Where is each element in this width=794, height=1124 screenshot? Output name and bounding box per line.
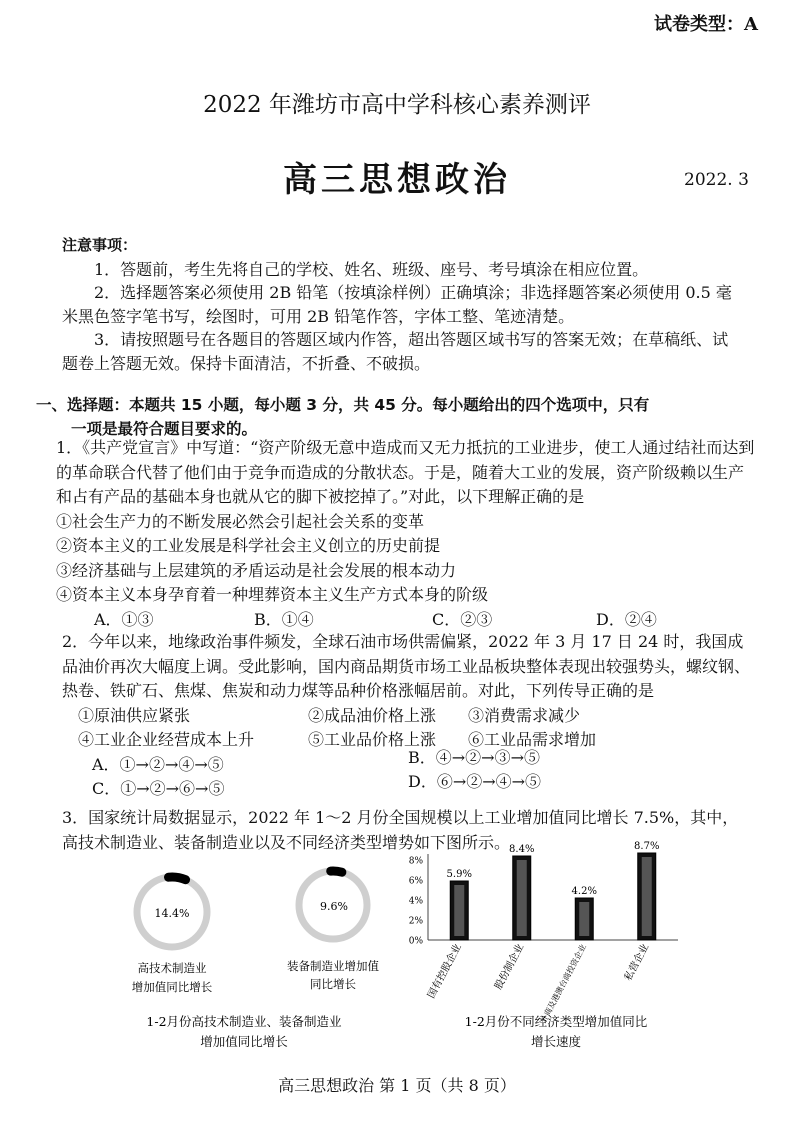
choice-b: B．④→②→③→⑤ [408,747,540,767]
notice-item-3: 3．请按照题号在各题目的答题区域内作答，超出答题区域书写的答案无效；在草稿纸、试题卷上答题无效。保持卡面清洁，不折叠、不破损。 [62,330,729,373]
exam-title: 2022 年潍坊市高中学科核心素养测评 [203,92,591,118]
question-2-item: ②成品油价格上涨 [308,705,437,725]
question-1-statement: ③经济基础与上层建筑的矛盾运动是社会发展的根本动力 [56,560,457,580]
question-2 [62,630,752,802]
donut-arc [331,871,342,872]
question-2-item: ⑤工业品价格上涨 [308,730,437,749]
choice-a: A．①→②→④→⑤ [92,754,224,774]
question-1-choices [94,608,756,632]
donut-caption-line: 同比增长 [310,977,356,991]
bar-value-label: 5.9% [446,869,472,880]
question-2-choices-row [78,772,752,802]
donut-chart-high-tech [137,877,207,947]
choice-d: D．②④ [596,609,657,629]
bar-chart-economic-types [409,841,678,1025]
bar-mark-inner [579,902,589,936]
notice-block [62,234,742,375]
bar-mark [513,856,531,940]
question-1-statement: ④资本主义本身孕育着一种埋葬资本主义生产方式本身的阶级 [56,585,489,604]
donut-caption-line: 高技术制造业 [137,961,207,975]
question-2-stem: 2．今年以来，地缘政治事件频发，全球石油市场供需偏紧，2022 年 3 月 17 日 24 时，我国成品油价再次大幅度上调。受此影响，国内商品期货市场工业品板块整体表现出较强势头，螺纹钢、热卷、铁矿石、焦煤、焦炭和动力煤等品种价格涨幅居前。对此，下列传导正确的是 [62,632,751,700]
question-2-item: ⑥工业品需求增加 [468,730,597,749]
bar-y-tick-label: 0% [408,936,423,947]
bar-mark-inner [642,857,652,936]
donut-value-label: 14.4% [154,907,190,920]
bar-category-label: 外商及港澳台商投资企业 [538,942,589,1025]
section-heading-line1: 一、选择题：本题共 15 小题，每小题 3 分，共 45 分。每小题给出的四个选项中，只有 [36,396,650,414]
exam-date: 2022. 3 [684,170,749,190]
bar-figure-caption-line: 增长速度 [530,1034,582,1049]
question-3 [62,806,752,855]
question-1-statement: ①社会生产力的不断发展必然会引起社会关系的变革 [56,511,425,531]
donut-caption-line: 增加值同比增长 [131,980,213,994]
donut-caption-line: 装备制造业增加值 [287,959,379,973]
bar-value-label: 8.7% [634,841,660,852]
bar-category-label: 国有控股企业 [426,942,464,1001]
donut-value-label: 9.6% [320,900,348,913]
bar-figure-caption-line: 1-2月份不同经济类型增加值同比 [464,1014,648,1029]
question-1 [56,436,756,632]
donut-ring-track [299,871,367,939]
question-2-item: ①原油供应紧张 [78,705,191,725]
bar-mark [450,881,468,940]
question-1-stem: 1．《共产党宣言》中写道：“资产阶级无意中造成而又无力抵抗的工业进步，使工人通过结社而达到的革命联合代替了他们由于竞争而造成的分散状态。于是，随着大工业的发展，资产阶级赖以生产和占有产品的基础本身也就从它的脚下被挖掉了。”对此，以下理解正确的是 [56,438,755,506]
exam-type-label: 试卷类型：A [654,14,758,35]
bar-mark [638,853,656,940]
donut-figure-caption-line: 增加值同比增长 [200,1034,288,1049]
question-2-item: ③消费需求减少 [468,705,581,725]
bar-mark-inner [454,885,464,936]
bar-y-tick-label: 6% [408,876,423,887]
notice-item-2: 2．选择题答案必须使用 2B 铅笔（按填涂样例）正确填涂；非选择题答案必须使用 0.5 毫米黑色签字笔书写，绘图时，可用 2B 铅笔作答，字体工整、笔迹清楚。 [62,283,732,326]
section-heading-line2: 一项是最符合题目要求的。 [71,420,258,438]
question-1-statement: ②资本主义的工业发展是科学社会主义创立的历史前提 [56,536,441,555]
choice-c: C．①→②→⑥→⑤ [92,779,225,798]
question-3-stem: 3．国家统计局数据显示，2022 年 1～2 月份全国规模以上工业增加值同比增长 7.5%，其中，高技术制造业、装备制造业以及不同经济类型增势如下图所示。 [62,808,739,852]
bar-value-label: 8.4% [509,844,535,855]
bar-y-tick-label: 2% [408,916,423,927]
notice-heading: 注意事项： [62,236,138,254]
bar-mark [575,898,593,940]
subject-title: 高三思想政治 [283,160,511,200]
page-footer: 高三思想政治 第 1 页（共 8 页） [278,1076,516,1095]
donut-arc [169,877,186,880]
bar-y-tick-label: 8% [408,856,423,867]
bar-mark-inner [517,860,527,936]
bar-y-tick-label: 4% [408,896,423,907]
donut-ring-track [137,877,207,947]
donut-figure-caption-line: 1-2月份高技术制造业、装备制造业 [146,1014,342,1029]
question-2-item: ④工业企业经营成本上升 [78,730,255,749]
question-2-items-row [78,704,752,729]
section-heading [36,393,736,441]
choice-c: C．②③ [432,609,493,629]
choice-a: A．①③ [94,609,154,629]
bar-category-label: 股份制企业 [493,942,527,992]
choice-d: D．⑥→②→④→⑤ [408,772,542,791]
bar-category-label: 私营企业 [622,942,652,983]
notice-item-1: 1．答题前，考生先将自己的学校、姓名、班级、座号、考号填涂在相应位置。 [94,259,649,279]
bar-value-label: 4.2% [571,886,597,897]
choice-b: B．①④ [254,609,314,629]
donut-chart-equipment [299,871,367,939]
